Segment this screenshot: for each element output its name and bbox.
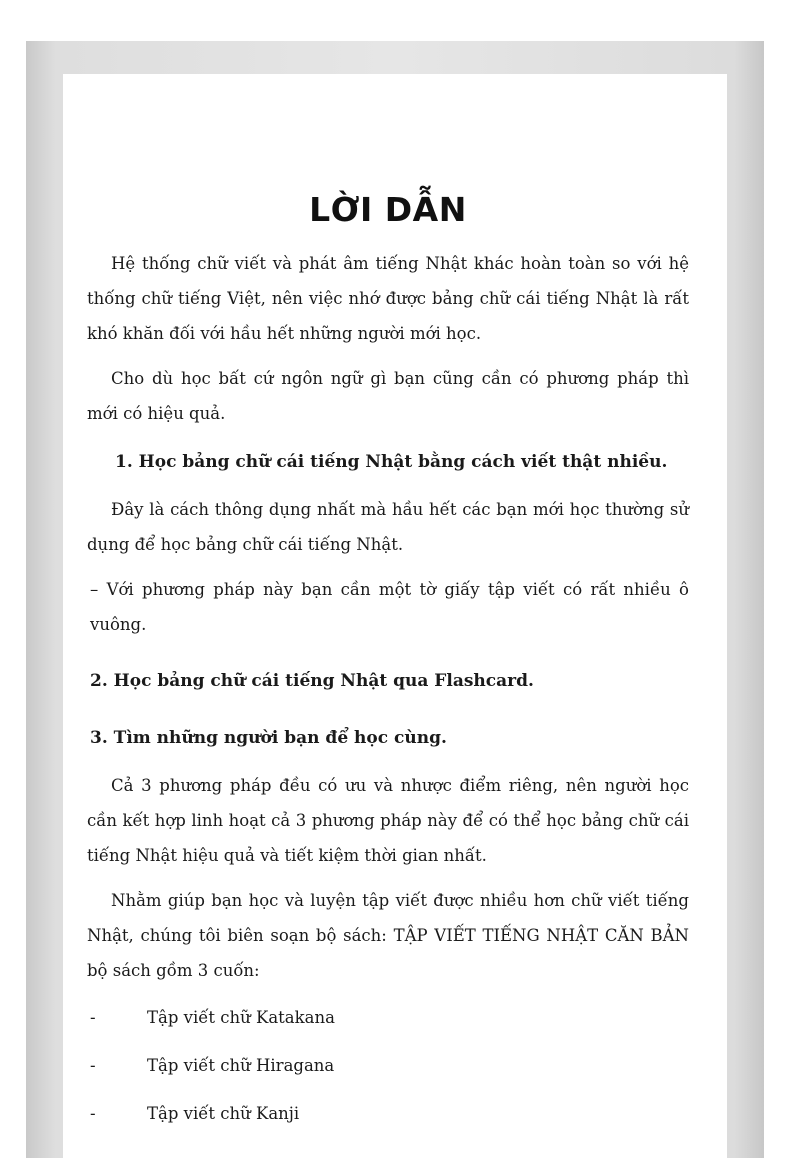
list-item bbox=[87, 1096, 689, 1131]
list-bullet: - bbox=[90, 1104, 96, 1123]
method-heading-1: 1. Học bảng chữ cái tiếng Nhật bằng cách viết thật nhiều. bbox=[115, 452, 668, 472]
list-item-label: Tập viết chữ Kanji bbox=[147, 1104, 300, 1123]
list-item bbox=[87, 1048, 689, 1083]
list-item-label: Tập viết chữ Hiragana bbox=[147, 1056, 335, 1075]
method-heading-3: 3. Tìm những người bạn để học cùng. bbox=[90, 728, 447, 748]
method-1-paragraph: Đây là cách thông dụng nhất mà hầu hết các bạn mới học thường sử dụng để học bảng chữ cái tiếng Nhật. bbox=[87, 500, 689, 554]
list-bullet: - bbox=[90, 1056, 96, 1075]
book-list bbox=[87, 1000, 689, 1131]
list-item bbox=[87, 1000, 689, 1035]
closing-paragraph-2: Nhằm giúp bạn học và luyện tập viết được nhiều hơn chữ viết tiếng Nhật, chúng tôi biên soạn bộ sách: TẬP VIẾT TIẾNG NHẬT CĂN BẢN bộ sách gồm 3 cuốn: bbox=[87, 891, 689, 980]
method-1-note: – Với phương pháp này bạn cần một tờ giấy tập viết có rất nhiều ô vuông. bbox=[90, 580, 689, 634]
book-page bbox=[63, 74, 727, 1158]
intro-paragraph-1: Hệ thống chữ viết và phát âm tiếng Nhật khác hoàn toàn so với hệ thống chữ tiếng Việt, nên việc nhớ được bảng chữ cái tiếng Nhật là rất khó khăn đối với hầu hết những người mới học. bbox=[87, 254, 689, 343]
intro-paragraph-2: Cho dù học bất cứ ngôn ngữ gì bạn cũng cần có phương pháp thì mới có hiệu quả. bbox=[87, 369, 689, 423]
list-bullet: - bbox=[90, 1008, 96, 1027]
closing-paragraph-1: Cả 3 phương pháp đều có ưu và nhược điểm riêng, nên người học cần kết hợp linh hoạt cả 3 phương pháp này để có thể học bảng chữ cái tiếng Nhật hiệu quả và tiết kiệm thời gian nhất. bbox=[87, 776, 689, 865]
page-title: LỜI DẪN bbox=[309, 190, 467, 229]
method-heading-2: 2. Học bảng chữ cái tiếng Nhật qua Flashcard. bbox=[90, 671, 534, 691]
list-item-label: Tập viết chữ Katakana bbox=[147, 1008, 335, 1027]
